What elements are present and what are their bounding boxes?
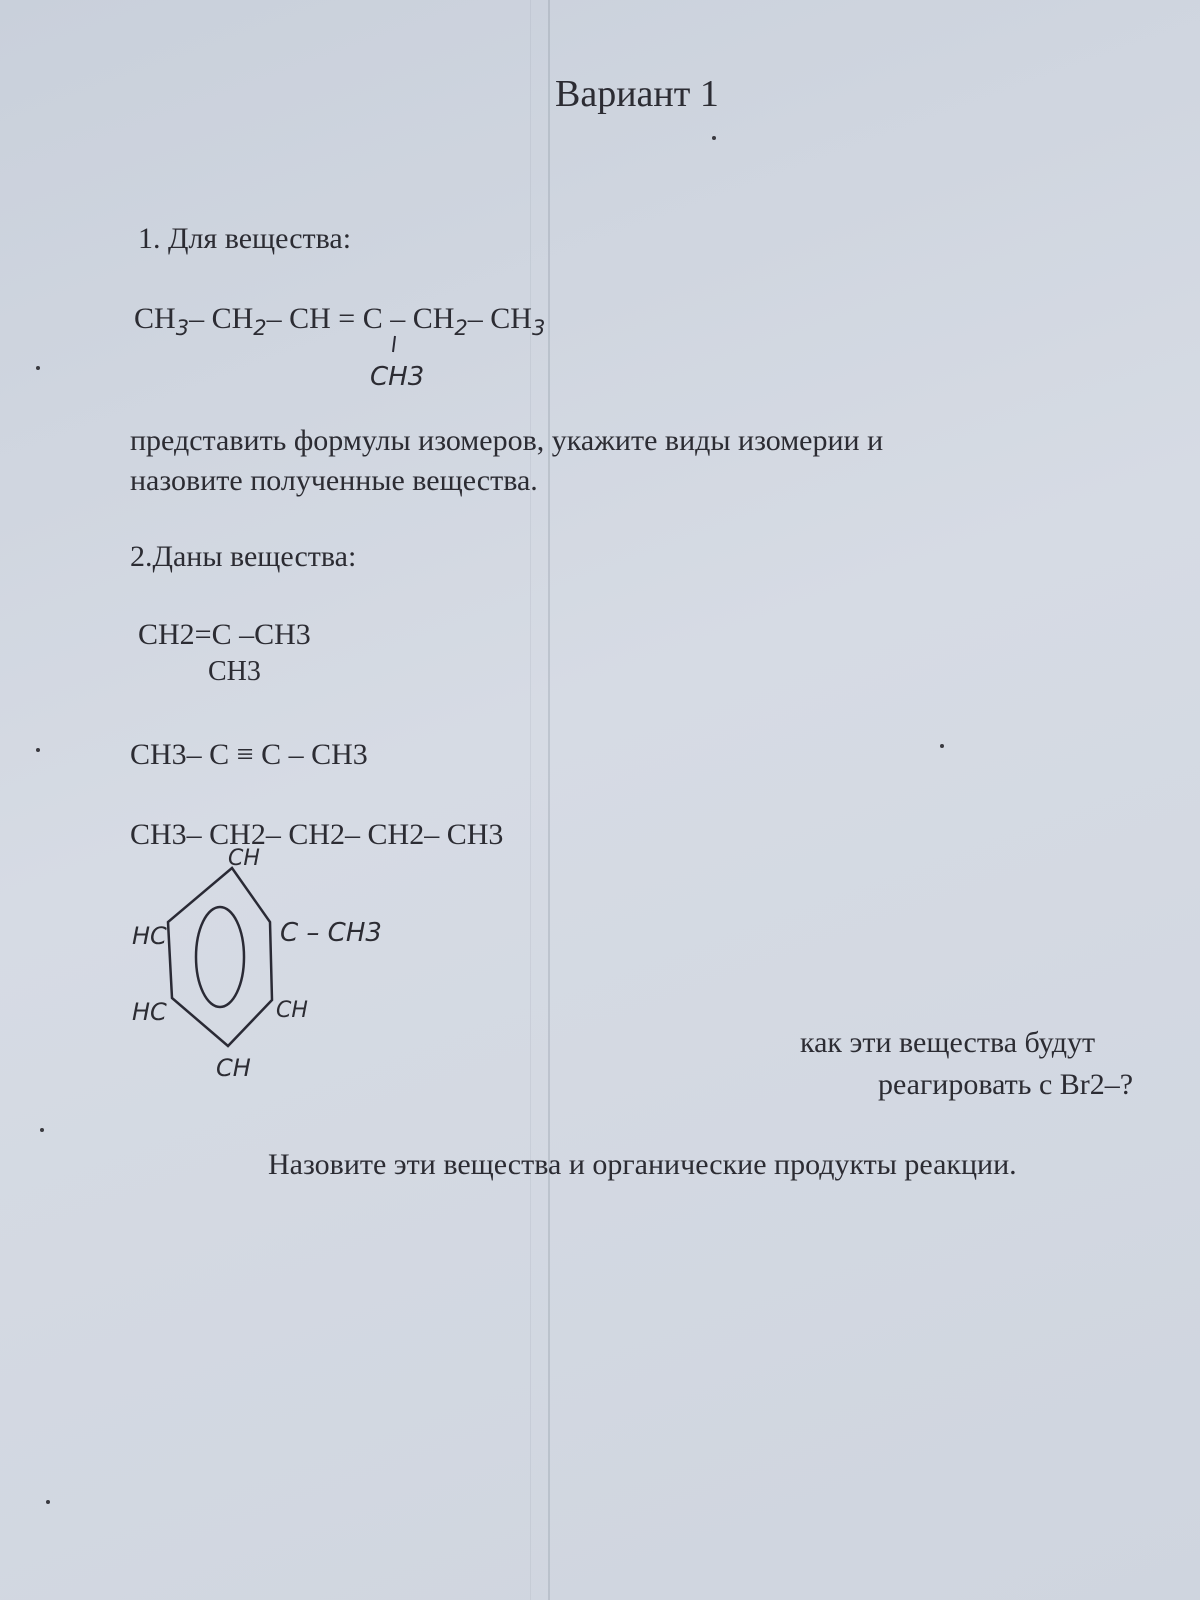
substance1-main: CH2=C –CH3 [138, 618, 311, 651]
question-line1: как эти вещества будут [800, 1026, 1096, 1059]
benzene-right-lower-label: CH [276, 998, 308, 1023]
formula-part: – CH = C – CH [266, 302, 455, 335]
final-instruction: Назовите эти вещества и органические продукты реакции. [268, 1148, 1017, 1181]
speck [36, 748, 40, 752]
speck [46, 1500, 50, 1504]
task1-instruction-line2: назовите полученные вещества. [130, 464, 538, 497]
benzene-right-upper-label: C – CH3 [280, 918, 382, 948]
formula-sub: 3 [531, 316, 546, 340]
formula-part: – CH [467, 302, 532, 335]
benzene-top-label: CH [228, 846, 260, 871]
substance2: CH3– C ≡ C – CH3 [130, 738, 368, 771]
benzene-inner-circle [196, 907, 244, 1007]
benzene-left-upper-label: HC [132, 922, 167, 950]
formula-sub: 2 [454, 316, 468, 340]
speck [712, 136, 716, 140]
page-title: Вариант 1 [555, 73, 719, 115]
benzene-bottom-label: CH [216, 1054, 251, 1082]
task2-heading: 2.Даны вещества: [130, 540, 357, 573]
task1-heading: 1. Для вещества: [138, 222, 352, 255]
branch-bond-line [393, 336, 395, 352]
formula-part: CH [134, 302, 176, 335]
speck [40, 1128, 44, 1132]
formula-part: – CH [189, 302, 254, 335]
substance3: CH3– CH2– CH2– CH2– CH3 [130, 818, 504, 851]
task1-instruction-line1: представить формулы изомеров, укажите виды изомерии и [130, 424, 884, 457]
speck [940, 744, 944, 748]
substance1-branch: CH3 [208, 656, 261, 687]
speck [36, 366, 40, 370]
question-line2: реагировать с Br2–? [878, 1068, 1134, 1101]
task1-branch: CH3 [370, 362, 425, 392]
formula-sub: 2 [253, 316, 267, 340]
benzene-left-lower-label: HC [132, 998, 167, 1026]
benzene-hexagon [168, 868, 272, 1046]
formula-sub: 3 [175, 316, 190, 340]
